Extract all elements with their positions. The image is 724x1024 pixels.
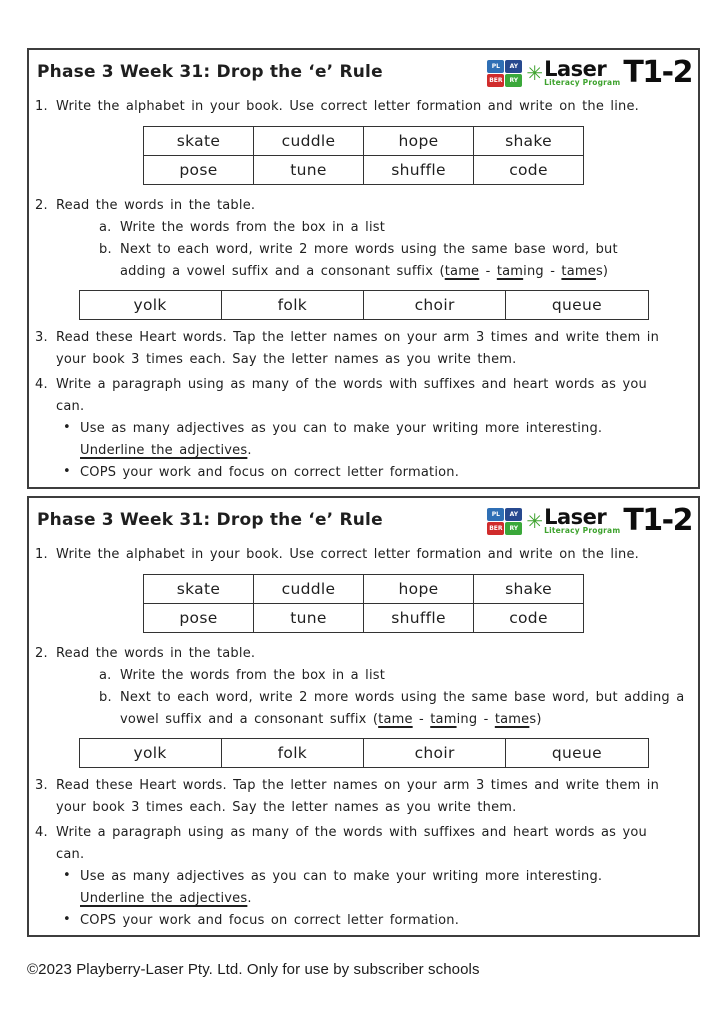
logo-tile: PL [487,508,504,521]
logo-edition: T1-2 [623,503,692,538]
item-number: 2. [35,198,48,213]
table-cell: yolk [79,291,221,320]
instruction-item-2: 2. Read the words in the table. [29,643,698,665]
logo-tile: BER [487,74,504,87]
worksheet-panel-2 [27,496,700,937]
logo-wordmark: Laser [544,57,607,82]
instruction-item-3: 3. Read these Heart words. Tap the letter names on your arm 3 times and write them in [29,327,698,349]
item-number: 3. [35,778,48,793]
table-cell: cuddle [254,127,364,156]
page-title: Phase 3 Week 31: Drop the ‘e’ Rule [37,62,383,82]
instruction-item-2: 2. Read the words in the table. [29,195,698,217]
table-cell: shake [474,575,584,604]
table-cell: skate [144,575,254,604]
bullet-item-adjectives-continuation: Underline the adjectives. [80,891,252,906]
item-number: 1. [35,547,48,562]
example-word: tame [378,712,413,727]
table-cell: shuffle [364,604,474,633]
laser-logo [487,503,692,538]
logo-wordmark: Laser [544,505,607,530]
bullet-icon: • [63,420,71,435]
instruction-item-3: 3. Read these Heart words. Tap the letter names on your arm 3 times and write them in [29,775,698,797]
footer-copyright: ©2023 Playberry-Laser Pty. Ltd. Only for use by subscriber schools [27,961,480,978]
instruction-item-4-continuation: can. [56,847,85,862]
table-cell: code [474,604,584,633]
table-row [144,156,584,185]
bullet-item-cops: • COPS your work and focus on correct letter formation. [29,910,698,932]
bullet-item-adjectives: • Use as many adjectives as you can to make your writing more interesting. [29,418,698,440]
table-cell: yolk [79,739,221,768]
playberry-tiles-icon [487,508,522,535]
table-cell: cuddle [254,575,364,604]
logo-tile: RY [505,74,522,87]
page-title: Phase 3 Week 31: Drop the ‘e’ Rule [37,510,383,530]
item-number: 1. [35,99,48,114]
bullet-item-adjectives-continuation: Underline the adjectives. [80,443,252,458]
table-cell: queue [506,739,648,768]
logo-tagline: Literacy Program [544,526,621,536]
logo-edition: T1-2 [623,55,692,90]
table-cell: hope [364,575,474,604]
item-letter: a. [99,220,112,235]
panel-header [29,50,698,96]
table-cell: folk [221,739,363,768]
table-cell: code [474,156,584,185]
sub-item-b: b. Next to each word, write 2 more words using the same base word, but adding a [29,687,698,709]
bullet-icon: • [63,868,71,883]
table-row [144,604,584,633]
table-row [144,575,584,604]
item-letter: b. [99,242,112,257]
table-cell: tune [254,156,364,185]
table-cell: shake [474,127,584,156]
logo-tagline: Literacy Program [544,78,621,88]
table-cell: skate [144,127,254,156]
item-letter: b. [99,690,112,705]
playberry-tiles-icon [487,60,522,87]
instruction-item-1: 1. Write the alphabet in your book. Use correct letter formation and write on the line. [29,96,698,118]
bullet-icon: • [63,464,71,479]
table-cell: tune [254,604,364,633]
word-table [143,574,584,633]
starburst-icon: ✳ [526,61,544,85]
example-word: tam [496,264,524,279]
starburst-icon: ✳ [526,509,544,533]
sub-item-a: a. Write the words from the box in a list [29,665,698,687]
item-number: 4. [35,377,48,392]
sub-item-b: b. Next to each word, write 2 more words using the same base word, but [29,239,698,261]
example-word: tame [444,264,480,279]
table-cell: folk [221,291,363,320]
table-cell: pose [144,604,254,633]
logo-tile: AY [505,60,522,73]
table-cell: queue [506,291,648,320]
worksheet-panel-1 [27,48,700,489]
table-cell: shuffle [364,156,474,185]
bullet-icon: • [63,912,71,927]
item-letter: a. [99,668,112,683]
instruction-item-4: 4. Write a paragraph using as many of the words with suffixes and heart words as you [29,374,698,396]
sub-item-a: a. Write the words from the box in a list [29,217,698,239]
table-cell: hope [364,127,474,156]
item-number: 3. [35,330,48,345]
table-row [79,291,648,320]
instruction-item-3-continuation: your book 3 times each. Say the letter names as you write them. [56,800,517,815]
bullet-item-adjectives: • Use as many adjectives as you can to make your writing more interesting. [29,866,698,888]
instruction-item-1: 1. Write the alphabet in your book. Use correct letter formation and write on the line. [29,544,698,566]
item-number: 2. [35,646,48,661]
table-cell: choir [364,739,506,768]
table-row [144,127,584,156]
logo-tile: RY [505,522,522,535]
logo-tile: AY [505,508,522,521]
logo-tile: BER [487,522,504,535]
instruction-item-4: 4. Write a paragraph using as many of the words with suffixes and heart words as you [29,822,698,844]
example-word: tame [494,712,530,727]
table-cell: choir [364,291,506,320]
panel-header [29,498,698,544]
instruction-item-4-continuation: can. [56,399,85,414]
laser-logo [487,55,692,90]
logo-tile: PL [487,60,504,73]
table-row [79,739,648,768]
word-table [143,126,584,185]
heart-word-table [79,738,649,768]
heart-word-table [79,290,649,320]
sub-item-b-continuation: adding a vowel suffix and a consonant suffix (tame - taming - tames) [120,264,609,279]
item-number: 4. [35,825,48,840]
example-word: tame [561,264,596,279]
bullet-item-cops: • COPS your work and focus on correct letter formation. [29,462,698,484]
sub-item-b-continuation: vowel suffix and a consonant suffix (tame - taming - tames) [120,712,542,727]
instruction-item-3-continuation: your book 3 times each. Say the letter names as you write them. [56,352,517,367]
example-word: tam [430,712,457,727]
table-cell: pose [144,156,254,185]
